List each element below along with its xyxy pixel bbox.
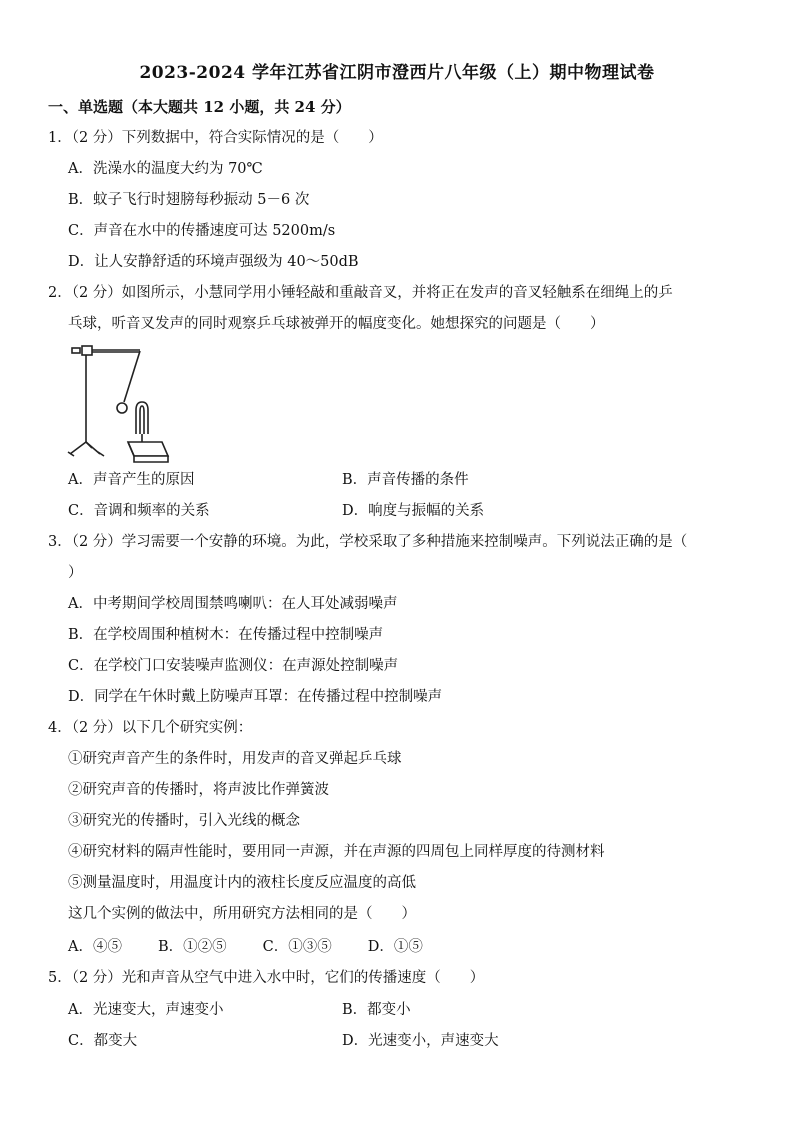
q1-option-b: B．蚊子飞行时翅膀每秒振动 5－6 次 [68,192,310,208]
section-heading: 一、单选题（本大题共 12 小题，共 24 分） [48,98,351,116]
q4-options [68,937,459,957]
q3-stem-line1: 3．（2 分）学习需要一个安静的环境。为此，学校采取了多种措施来控制噪声。下列说法正确的是（ [48,534,688,550]
q2-stem-line1: 2．（2 分）如图所示，小慧同学用小锤轻敲和重敲音叉，并将正在发声的音叉轻触系在细绳上的乒 [48,285,673,301]
q5-option-d: D．光速变小，声速变大 [342,1033,499,1049]
tuning-fork-figure [64,338,174,464]
q2-option-c: C．音调和频率的关系 [68,503,210,519]
q5-option-a: A．光速变大，声速变小 [68,1002,224,1018]
q2-option-a: A．声音产生的原因 [68,472,195,488]
q3-stem-line2: ） [68,565,83,581]
q3-option-c: C．在学校门口安装噪声监测仪：在声源处控制噪声 [68,658,399,674]
q4-option-a: A．④⑤ [68,939,122,955]
q4-item-4: ④研究材料的隔声性能时，要用同一声源，并在声源的四周包上同样厚度的待测材料 [68,844,605,860]
q5-option-c: C．都变大 [68,1033,138,1049]
q1-option-d: D．让人安静舒适的环境声强级为 40～50dB [68,254,359,270]
q1-option-a: A．洗澡水的温度大约为 70℃ [68,161,263,177]
q4-item-2: ②研究声音的传播时，将声波比作弹簧波 [68,782,329,798]
q4-question: 这几个实例的做法中，所用研究方法相同的是（ ） [68,906,416,922]
q3-option-b: B．在学校周围种植树木：在传播过程中控制噪声 [68,627,384,643]
q4-option-b: B．①②⑤ [157,939,227,955]
q4-item-5: ⑤测量温度时，用温度计内的液柱长度反应温度的高低 [68,875,416,891]
q1-stem: 1．（2 分）下列数据中，符合实际情况的是（ ） [48,130,383,146]
q2-option-d: D．响度与振幅的关系 [342,503,485,519]
q4-option-d: D．①⑤ [367,939,423,955]
q5-option-b: B．都变小 [342,1002,411,1018]
page-title: 2023-2024 学年江苏省江阴市澄西片八年级（上）期中物理试卷 [139,63,655,83]
q2-option-b: B．声音传播的条件 [342,472,469,488]
q4-item-3: ③研究光的传播时，引入光线的概念 [68,813,300,829]
q1-option-c: C．声音在水中的传播速度可达 5200m/s [68,223,336,239]
q3-option-a: A．中考期间学校周围禁鸣喇叭：在人耳处减弱噪声 [68,596,398,612]
q4-stem: 4．（2 分）以下几个研究实例： [48,720,253,736]
q5-stem: 5．（2 分）光和声音从空气中进入水中时，它们的传播速度（ ） [48,970,485,986]
q4-item-1: ①研究声音产生的条件时，用发声的音叉弹起乒乓球 [68,751,402,767]
q4-option-c: C．①③⑤ [262,939,332,955]
q3-option-d: D．同学在午休时戴上防噪声耳罩：在传播过程中控制噪声 [68,689,443,705]
q2-stem-line2: 乓球，听音叉发声的同时观察乒乓球被弹开的幅度变化。她想探究的问题是（ ） [68,316,605,332]
